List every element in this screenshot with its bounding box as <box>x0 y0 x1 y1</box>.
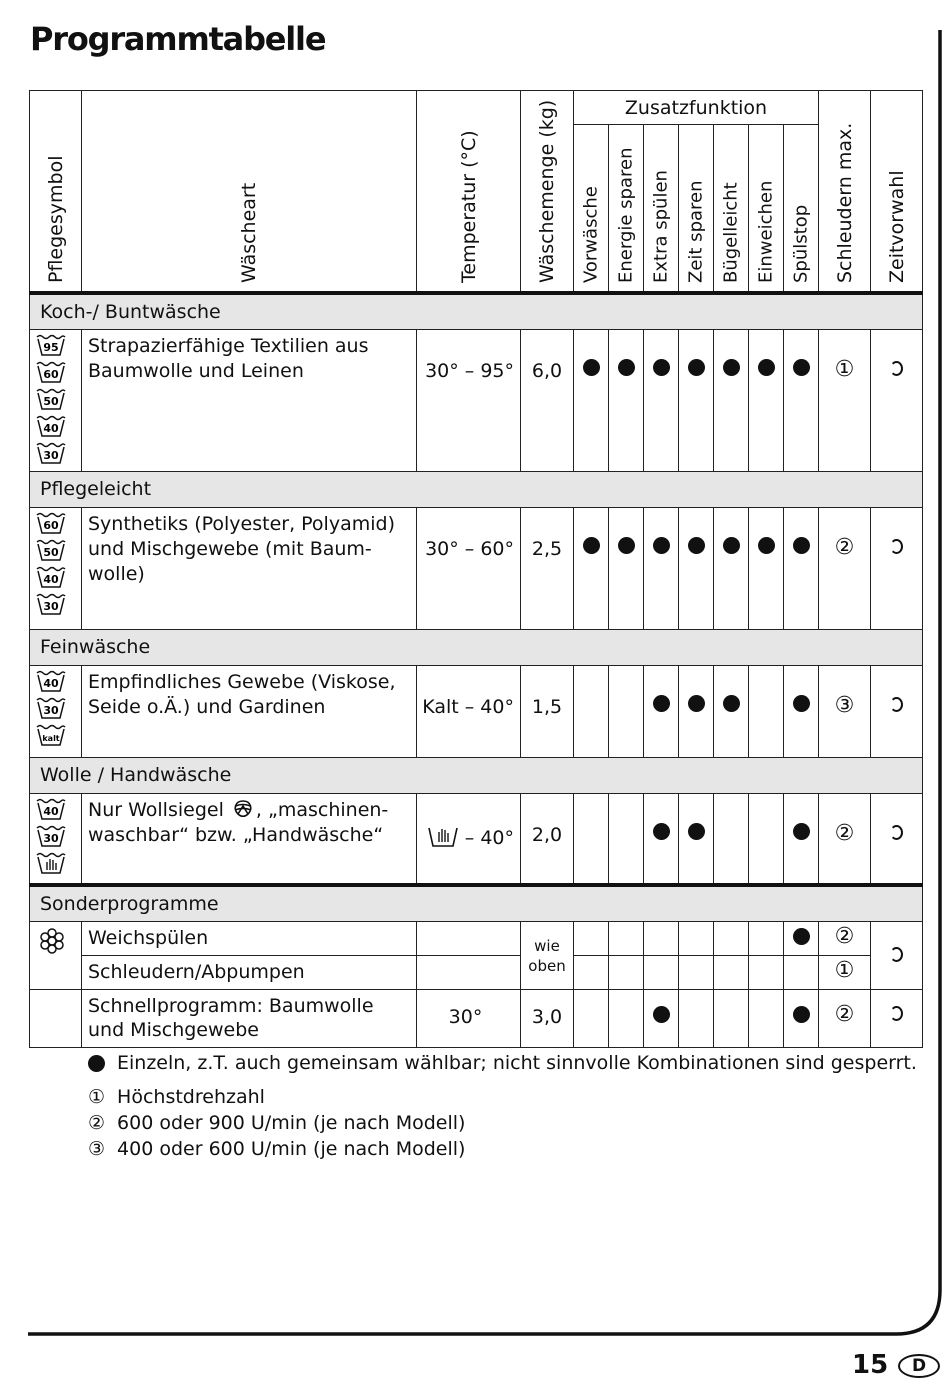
feature-cell <box>784 793 819 885</box>
header-extra-col: Extra spülen <box>644 125 679 293</box>
feature-cell <box>609 665 644 757</box>
section-heading: Feinwäsche <box>30 629 923 665</box>
feature-cell <box>714 793 749 885</box>
max-load: 2,5 <box>521 507 574 629</box>
feature-dot-icon <box>688 695 705 712</box>
temperature-range: 30° – 95° <box>417 329 521 471</box>
max-load: 2,0 <box>521 793 574 885</box>
wash-tub-icon <box>36 852 66 876</box>
header-extra-col: Vorwäsche <box>574 125 609 293</box>
feature-cell <box>749 793 784 885</box>
svg-text:40: 40 <box>43 676 59 690</box>
woolmark-icon <box>230 798 256 820</box>
header-extra-functions: Zusatzfunktion <box>574 91 819 125</box>
feature-cell <box>609 329 644 471</box>
svg-text:40: 40 <box>43 421 59 435</box>
feature-cell <box>784 329 819 471</box>
legend-text: 400 oder 600 U/min (je nach Modell) <box>117 1138 466 1160</box>
wash-tub-icon <box>36 566 66 590</box>
care-symbols <box>30 507 82 629</box>
feature-dot-icon <box>793 1006 810 1023</box>
spin-note: ② <box>819 793 871 885</box>
feature-cell <box>714 665 749 757</box>
dot-icon <box>88 1055 105 1072</box>
feature-cell <box>714 507 749 629</box>
temperature-range: – 40° <box>417 793 521 885</box>
feature-cell <box>749 922 784 956</box>
timer-ring-icon <box>890 1006 903 1021</box>
feature-cell <box>784 665 819 757</box>
feature-cell <box>679 507 714 629</box>
spin-note: ② <box>819 990 871 1048</box>
feature-cell <box>644 922 679 956</box>
wash-tub-icon <box>36 539 66 563</box>
feature-cell <box>679 922 714 956</box>
header-timer: Zeitvorwahl <box>871 91 923 293</box>
feature-cell <box>574 793 609 885</box>
feature-cell <box>784 990 819 1048</box>
wash-tub-icon <box>36 512 66 536</box>
feature-dot-icon <box>583 537 600 554</box>
feature-dot-icon <box>758 537 775 554</box>
header-extra-col: Einweichen <box>749 125 784 293</box>
laundry-description: Synthetiks (Polyester, Polyamid) und Mischgewebe (mit Baum-wolle) <box>82 507 417 629</box>
feature-cell <box>574 507 609 629</box>
feature-cell <box>644 990 679 1048</box>
care-symbols <box>30 665 82 757</box>
handwash-icon <box>427 824 459 850</box>
legend-number: ① <box>88 1086 106 1108</box>
feature-cell <box>679 793 714 885</box>
wash-tub-icon <box>36 670 66 694</box>
feature-cell <box>609 507 644 629</box>
wash-tub-icon <box>36 724 66 748</box>
wash-tub-icon <box>36 388 66 412</box>
softener-symbol <box>30 922 82 990</box>
wash-tub-icon <box>36 361 66 385</box>
language-badge: D <box>898 1354 940 1378</box>
feature-dot-icon <box>793 928 810 945</box>
svg-text:50: 50 <box>43 545 59 559</box>
feature-dot-icon <box>653 1006 670 1023</box>
timer-option <box>871 922 923 990</box>
table-row <box>30 329 923 471</box>
feature-cell <box>609 922 644 956</box>
section-heading: Sonderprogramme <box>30 885 923 922</box>
legend-number: ② <box>88 1112 106 1134</box>
legend-number: ③ <box>88 1138 106 1160</box>
feature-dot-icon <box>653 823 670 840</box>
feature-cell <box>644 665 679 757</box>
feature-dot-icon <box>723 537 740 554</box>
wash-tub-icon <box>36 697 66 721</box>
feature-cell <box>714 990 749 1048</box>
feature-cell <box>714 922 749 956</box>
wash-tub-icon <box>36 442 66 466</box>
section-heading: Wolle / Handwäsche <box>30 757 923 793</box>
wash-tub-icon <box>36 334 66 358</box>
legend <box>88 1050 917 1162</box>
feature-cell <box>784 922 819 956</box>
svg-text:95: 95 <box>43 340 59 354</box>
header-extra-col: Zeit sparen <box>679 125 714 293</box>
page-title: Programmtabelle <box>30 20 326 58</box>
timer-ring-icon <box>890 947 903 962</box>
timer-option <box>871 793 923 885</box>
empty-cell <box>30 990 82 1048</box>
header-spin: Schleudern max. <box>819 91 871 293</box>
care-symbols <box>30 329 82 471</box>
laundry-description: Strapazierfähige Textilien aus Baumwolle und Leinen <box>82 329 417 471</box>
feature-dot-icon <box>653 537 670 554</box>
feature-dot-icon <box>688 537 705 554</box>
feature-cell <box>609 990 644 1048</box>
feature-dot-icon <box>793 695 810 712</box>
laundry-description: Schleudern/Abpumpen <box>82 956 417 990</box>
feature-dot-icon <box>583 359 600 376</box>
feature-dot-icon <box>723 359 740 376</box>
wash-tub-icon <box>36 825 66 849</box>
feature-cell <box>749 507 784 629</box>
table-row <box>30 665 923 757</box>
feature-cell <box>574 329 609 471</box>
section-heading: Koch-/ Buntwäsche <box>30 293 923 330</box>
timer-ring-icon <box>890 697 903 712</box>
timer-option <box>871 665 923 757</box>
timer-ring-icon <box>890 825 903 840</box>
table-row <box>30 922 923 956</box>
feature-dot-icon <box>793 537 810 554</box>
svg-text:60: 60 <box>43 367 59 381</box>
program-table <box>29 90 923 1048</box>
temperature-range: 30° <box>417 990 521 1048</box>
timer-option <box>871 990 923 1048</box>
header-load: Wäschemenge (kg) <box>521 91 574 293</box>
spin-note: ① <box>819 329 871 471</box>
feature-dot-icon <box>653 695 670 712</box>
timer-ring-icon <box>890 539 903 554</box>
max-load: 1,5 <box>521 665 574 757</box>
svg-text:50: 50 <box>43 394 59 408</box>
feature-dot-icon <box>793 823 810 840</box>
feature-dot-icon <box>688 823 705 840</box>
feature-cell <box>749 665 784 757</box>
svg-text:30: 30 <box>43 448 59 462</box>
feature-cell <box>609 793 644 885</box>
page-number: 15 <box>852 1350 889 1380</box>
care-symbols <box>30 793 82 885</box>
temperature-range: 30° – 60° <box>417 507 521 629</box>
timer-ring-icon <box>890 361 903 376</box>
header-extra-col: Bügelleicht <box>714 125 749 293</box>
svg-text:30: 30 <box>43 831 59 845</box>
temperature-range: Kalt – 40° <box>417 665 521 757</box>
svg-text:60: 60 <box>43 518 59 532</box>
feature-cell <box>749 990 784 1048</box>
svg-text:40: 40 <box>43 572 59 586</box>
feature-dot-icon <box>758 359 775 376</box>
feature-dot-icon <box>793 359 810 376</box>
laundry-description: Weichspülen <box>82 922 417 956</box>
header-extra-col: Spülstop <box>784 125 819 293</box>
header-temperature: Temperatur (°C) <box>417 91 521 293</box>
timer-option <box>871 329 923 471</box>
feature-cell <box>644 507 679 629</box>
spin-note: ① <box>819 956 871 990</box>
feature-dot-icon <box>688 359 705 376</box>
header-extra-col: Energie sparen <box>609 125 644 293</box>
spin-note: ② <box>819 922 871 956</box>
flower-icon <box>36 926 68 956</box>
max-load: wie oben <box>521 922 574 990</box>
max-load: 6,0 <box>521 329 574 471</box>
empty-cell <box>417 956 521 990</box>
feature-cell <box>714 329 749 471</box>
feature-dot-icon <box>618 359 635 376</box>
feature-cell <box>574 990 609 1048</box>
table-row <box>30 507 923 629</box>
feature-cell <box>749 329 784 471</box>
legend-dot-text: Einzeln, z.T. auch gemeinsam wählbar; nicht sinnvolle Kombinationen sind gesperrt. <box>117 1052 917 1074</box>
table-row <box>30 956 923 990</box>
max-load: 3,0 <box>521 990 574 1048</box>
svg-text:kalt: kalt <box>42 733 60 743</box>
timer-option <box>871 507 923 629</box>
header-care-symbol: Pflegesymbol <box>30 91 82 293</box>
feature-cell <box>679 329 714 471</box>
feature-cell <box>679 665 714 757</box>
table-row <box>30 793 923 885</box>
svg-text:30: 30 <box>43 599 59 613</box>
legend-text: Höchstdrehzahl <box>117 1086 265 1108</box>
laundry-description: Nur Wollsiegel , „maschinen-waschbar“ bzw. „Handwäsche“ <box>82 793 417 885</box>
wash-tub-icon <box>36 593 66 617</box>
feature-dot-icon <box>653 359 670 376</box>
feature-cell <box>644 329 679 471</box>
section-heading: Pflegeleicht <box>30 471 923 507</box>
wash-tub-icon <box>36 415 66 439</box>
header-laundry-type: Wäscheart <box>82 91 417 293</box>
feature-cell <box>644 793 679 885</box>
legend-text: 600 oder 900 U/min (je nach Modell) <box>117 1112 466 1134</box>
feature-dot-icon <box>723 695 740 712</box>
feature-cell <box>679 990 714 1048</box>
laundry-description: Empfindliches Gewebe (Viskose, Seide o.Ä.) und Gardinen <box>82 665 417 757</box>
empty-cell <box>417 922 521 956</box>
feature-cell <box>574 665 609 757</box>
laundry-description: Schnellprogramm: Baumwolle und Mischgewebe <box>82 990 417 1048</box>
wash-tub-icon <box>36 798 66 822</box>
svg-text:40: 40 <box>43 804 59 818</box>
table-row <box>30 990 923 1048</box>
svg-text:30: 30 <box>43 703 59 717</box>
spin-note: ② <box>819 507 871 629</box>
feature-cell <box>574 922 609 956</box>
feature-cell <box>784 507 819 629</box>
spin-note: ③ <box>819 665 871 757</box>
feature-dot-icon <box>618 537 635 554</box>
